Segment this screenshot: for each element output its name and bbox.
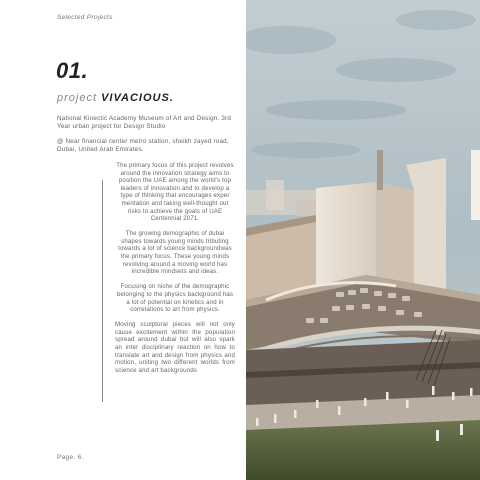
description-column [115,162,235,382]
project-institution: National Kinectic Academy Museum of Art and Design. 3rd Year urban project for Design Studio [57,115,232,131]
project-title-name: VIVACIOUS. [101,92,174,104]
project-location: @ Near financial center metro station, sheikh zayed road, Dubai, United Arab Emirates. [57,138,229,154]
tower-top [471,150,480,220]
description-paragraph-3: Focusing on niche of the demographic belonging to the physics background has a lot of potential on kinetics and in correlations to art from physics. [116,283,234,314]
description-paragraph-1: The primary focus of this project revolves around the innovation strategy aims to position the UAE among the world's top leaders of innovation and to develop a type of thinking that encourages exper mentation and taking well-thought out risks to achieve the goals of UAE Centennial 2071. [116,162,234,223]
rendering-illustration [246,0,480,480]
page-number: Page. 6. [57,454,84,461]
project-title [57,92,174,104]
description-paragraph-4: Moving sculptural pieces will not only cause excitement within the population spread around dubai but will also spark an inter disciplinary reaction on how to translate art and design from physics and motion, uniting two different worlds from science and art backgrounds [115,321,235,374]
section-label: Selected Projects [57,14,113,21]
lawn [246,420,480,480]
description-paragraph-2: The growing demographic of dubai shapes towards young minds tributing towards a lot of science backgroundwas the primary focus. These young minds revolving around a moving world has incredible mindsets and ideas. [118,230,232,276]
project-title-lead: project [57,92,98,104]
architectural-rendering [246,0,480,480]
vertical-divider [102,180,103,402]
project-number: 01. [56,58,89,83]
